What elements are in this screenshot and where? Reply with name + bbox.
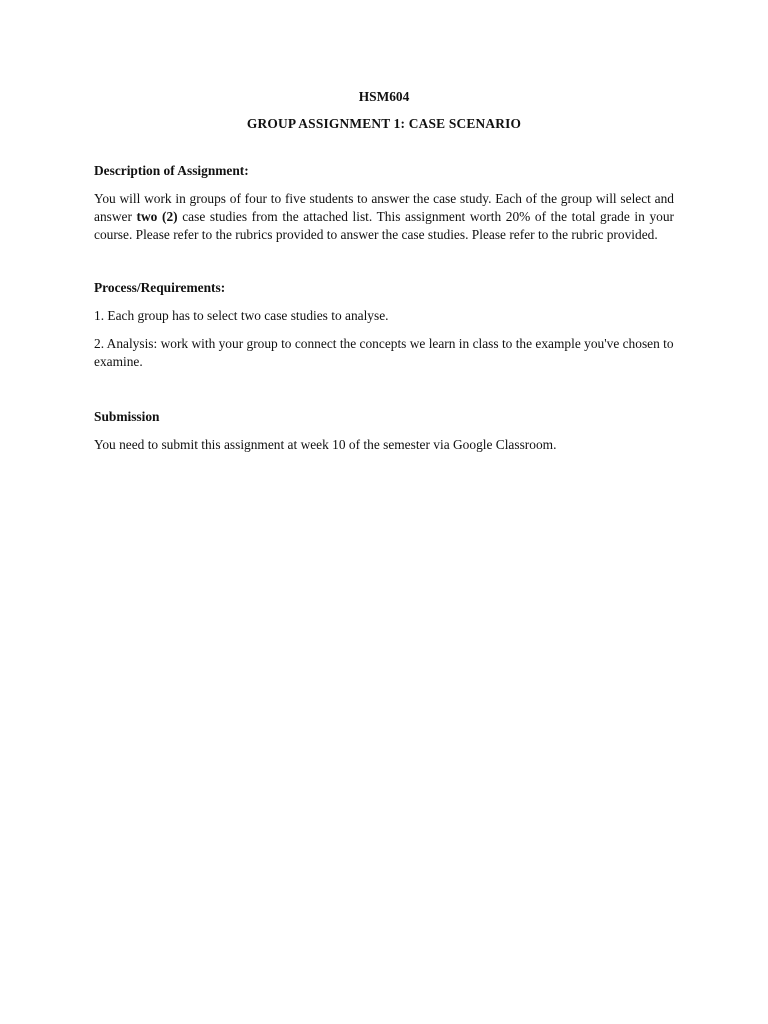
description-text-end: case studies from the attached list. This assignment worth 20% of the total grade in your course. Please refer to the rubrics provided to answer the case studies. Please refer to the rubric provided. <box>94 209 674 242</box>
description-bold-text: two (2) <box>136 209 178 224</box>
submission-text: You need to submit this assignment at week 10 of the semester via Google Classroom. <box>94 437 557 452</box>
submission-heading: Submission <box>94 409 160 424</box>
description-heading: Description of Assignment: <box>94 163 249 178</box>
title-block <box>94 88 674 133</box>
process-item-2: 2. Analysis: work with your group to connect the concepts we learn in class to the example you've chosen to examine. <box>94 336 674 369</box>
description-paragraph <box>94 190 674 244</box>
process-heading: Process/Requirements: <box>94 280 226 295</box>
course-code: HSM604 <box>358 89 410 104</box>
description-text-start: You will work in groups of four to five students to answer the case study. Each of the group will select and answer <box>94 191 674 224</box>
assignment-title: GROUP ASSIGNMENT 1: CASE SCENARIO <box>246 116 522 131</box>
document-content <box>94 88 674 454</box>
process-item-1: 1. Each group has to select two case studies to analyse. <box>94 308 389 323</box>
